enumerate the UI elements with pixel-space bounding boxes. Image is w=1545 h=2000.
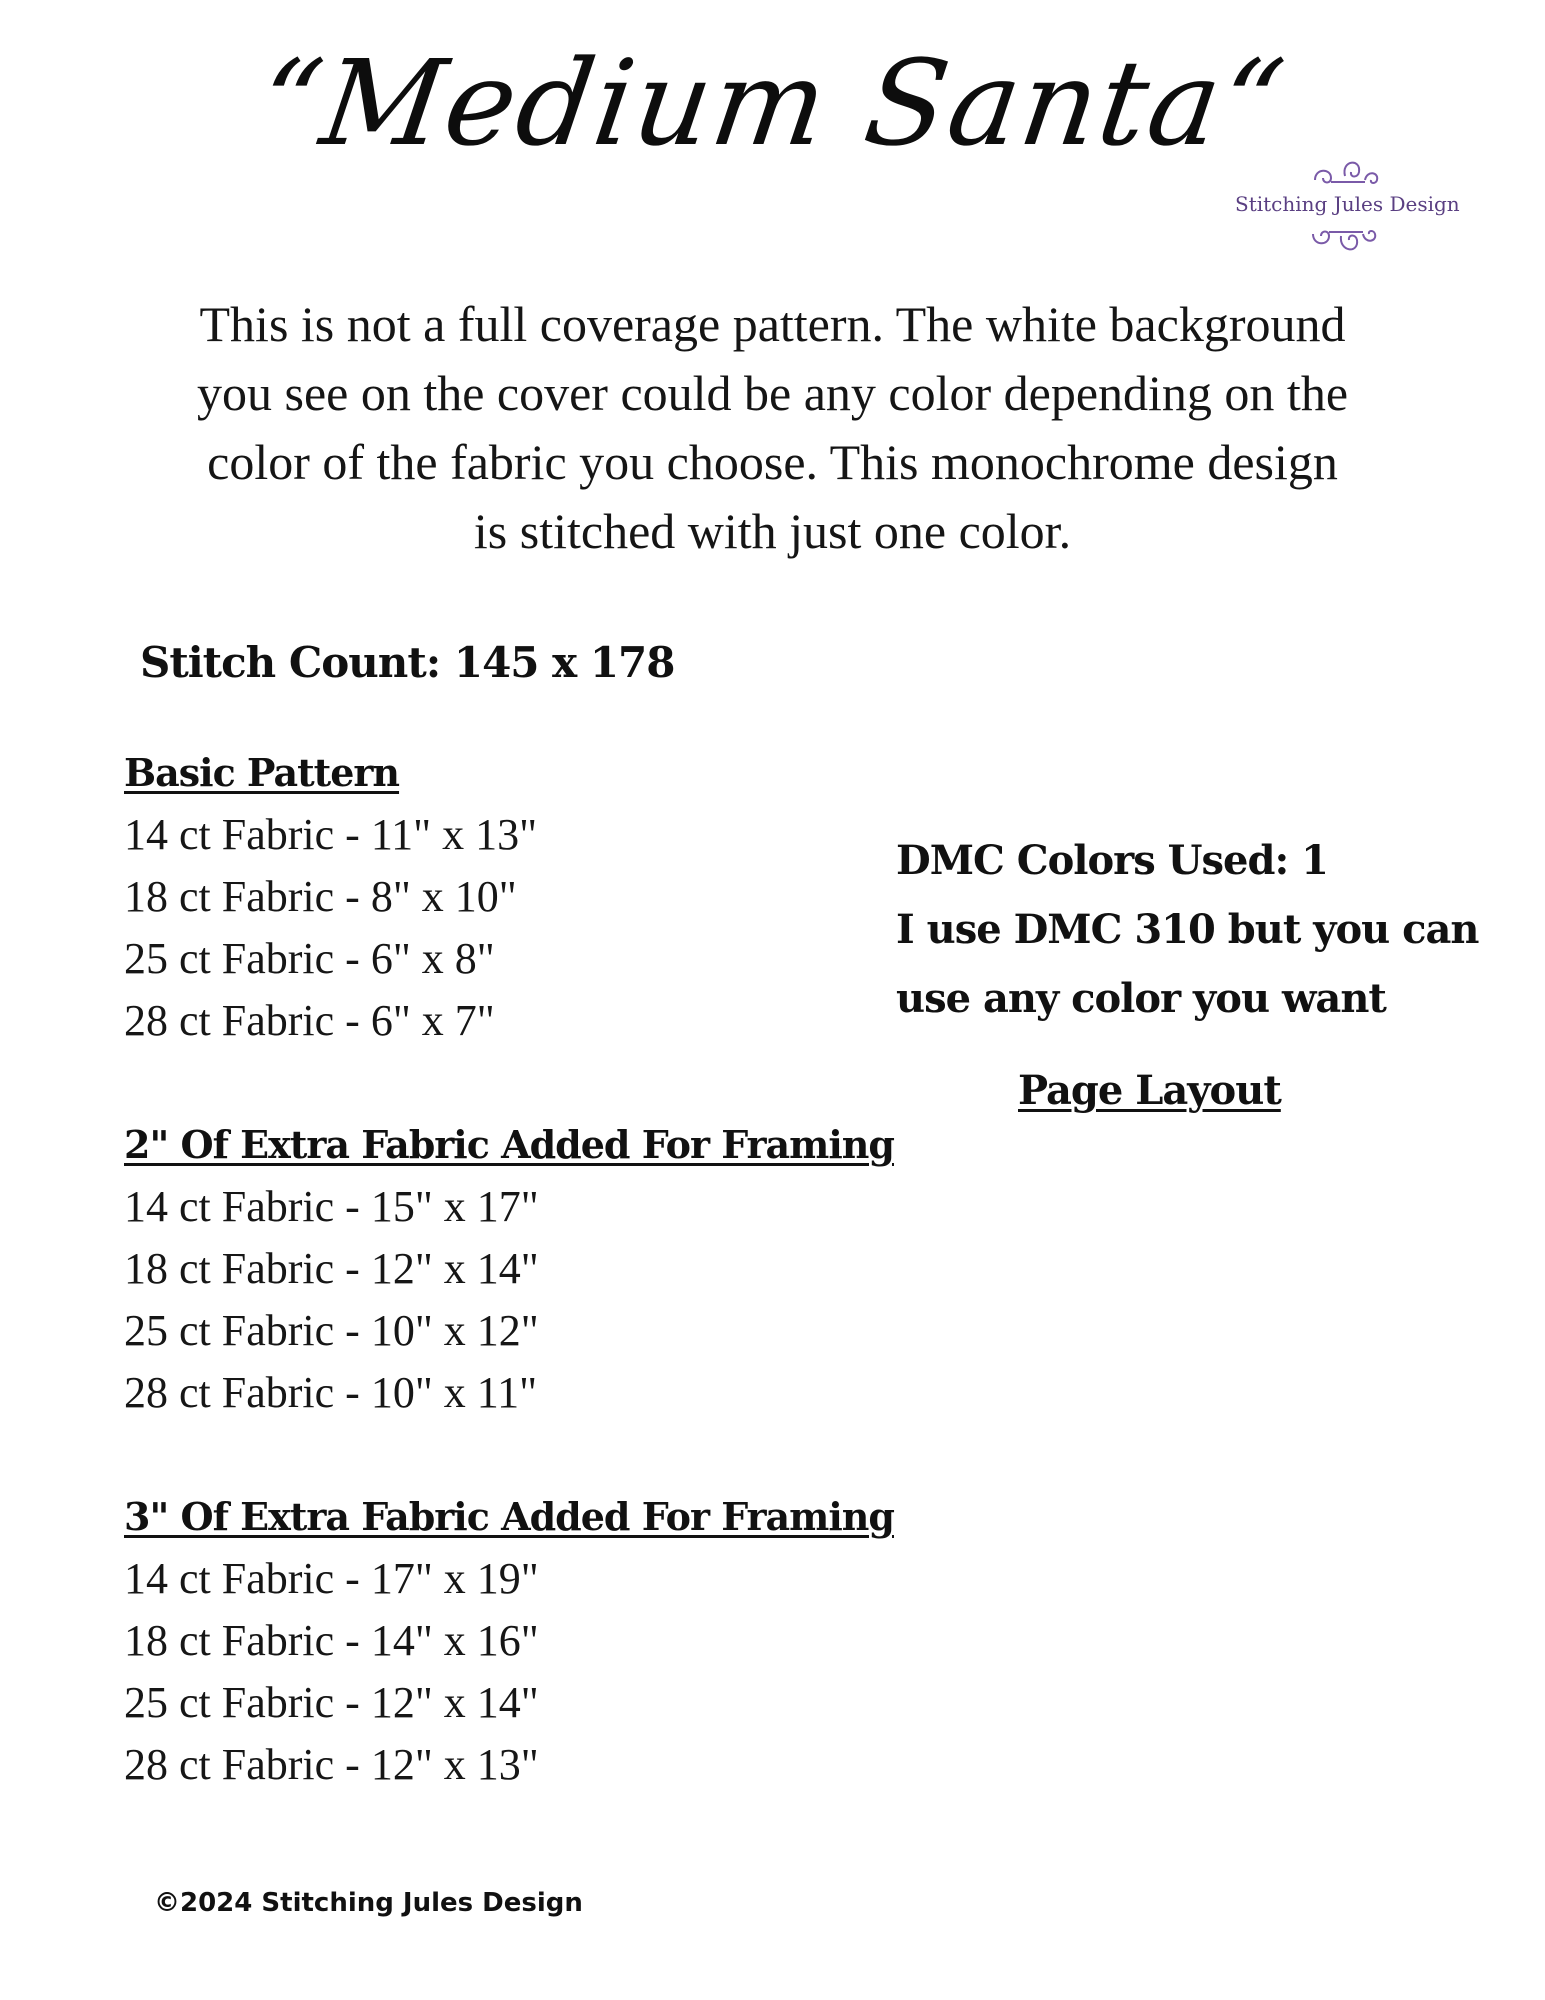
page-layout-heading: Page Layout	[1018, 1067, 1281, 1114]
section-heading: 2" Of Extra Fabric Added For Framing	[124, 1122, 894, 1167]
swirl-ornament-icon	[1305, 150, 1385, 190]
dmc-colors-note	[896, 826, 1479, 1033]
fabric-size-row: 14 ct Fabric - 17" x 19"	[124, 1554, 539, 1603]
swirl-ornament-icon	[1305, 224, 1385, 264]
intro-line: This is not a full coverage pattern. The white background	[199, 296, 1346, 352]
fabric-size-row: 28 ct Fabric - 12" x 13"	[124, 1740, 539, 1789]
dmc-line: DMC Colors Used: 1	[896, 837, 1328, 884]
dmc-line: use any color you want	[896, 975, 1386, 1022]
fabric-size-row: 25 ct Fabric - 6" x 8"	[124, 934, 495, 983]
dmc-line: I use DMC 310 but you can	[896, 906, 1479, 953]
fabric-size-row: 28 ct Fabric - 10" x 11"	[124, 1368, 538, 1417]
logo-text: Stitching Jules Design	[1235, 192, 1460, 216]
fabric-size-row: 18 ct Fabric - 8" x 10"	[124, 872, 517, 921]
fabric-size-row: 14 ct Fabric - 11" x 13"	[124, 810, 538, 859]
section-heading: 3" Of Extra Fabric Added For Framing	[124, 1494, 894, 1539]
intro-line: you see on the cover could be any color depending on the	[196, 365, 1349, 421]
fabric-size-row: 25 ct Fabric - 12" x 14"	[124, 1678, 539, 1727]
fabric-size-row: 28 ct Fabric - 6" x 7"	[124, 996, 495, 1045]
section-heading: Basic Pattern	[124, 750, 400, 795]
fabric-size-section-2in	[124, 1114, 894, 1424]
fabric-size-section-3in	[124, 1486, 894, 1796]
fabric-size-row: 18 ct Fabric - 14" x 16"	[124, 1616, 539, 1665]
intro-line: color of the fabric you choose. This monochrome design	[207, 434, 1338, 490]
page-title: “Medium Santa“	[251, 34, 1294, 172]
fabric-size-row: 25 ct Fabric - 10" x 12"	[124, 1306, 539, 1355]
copyright-notice: ©2024 Stitching Jules Design	[154, 1888, 583, 1918]
intro-paragraph	[150, 290, 1395, 566]
fabric-size-row: 14 ct Fabric - 15" x 17"	[124, 1182, 539, 1231]
intro-line: is stitched with just one color.	[473, 503, 1072, 559]
brand-logo	[1235, 150, 1460, 270]
fabric-size-section-basic	[124, 742, 537, 1052]
stitch-count: Stitch Count: 145 x 178	[140, 638, 675, 687]
fabric-size-row: 18 ct Fabric - 12" x 14"	[124, 1244, 539, 1293]
